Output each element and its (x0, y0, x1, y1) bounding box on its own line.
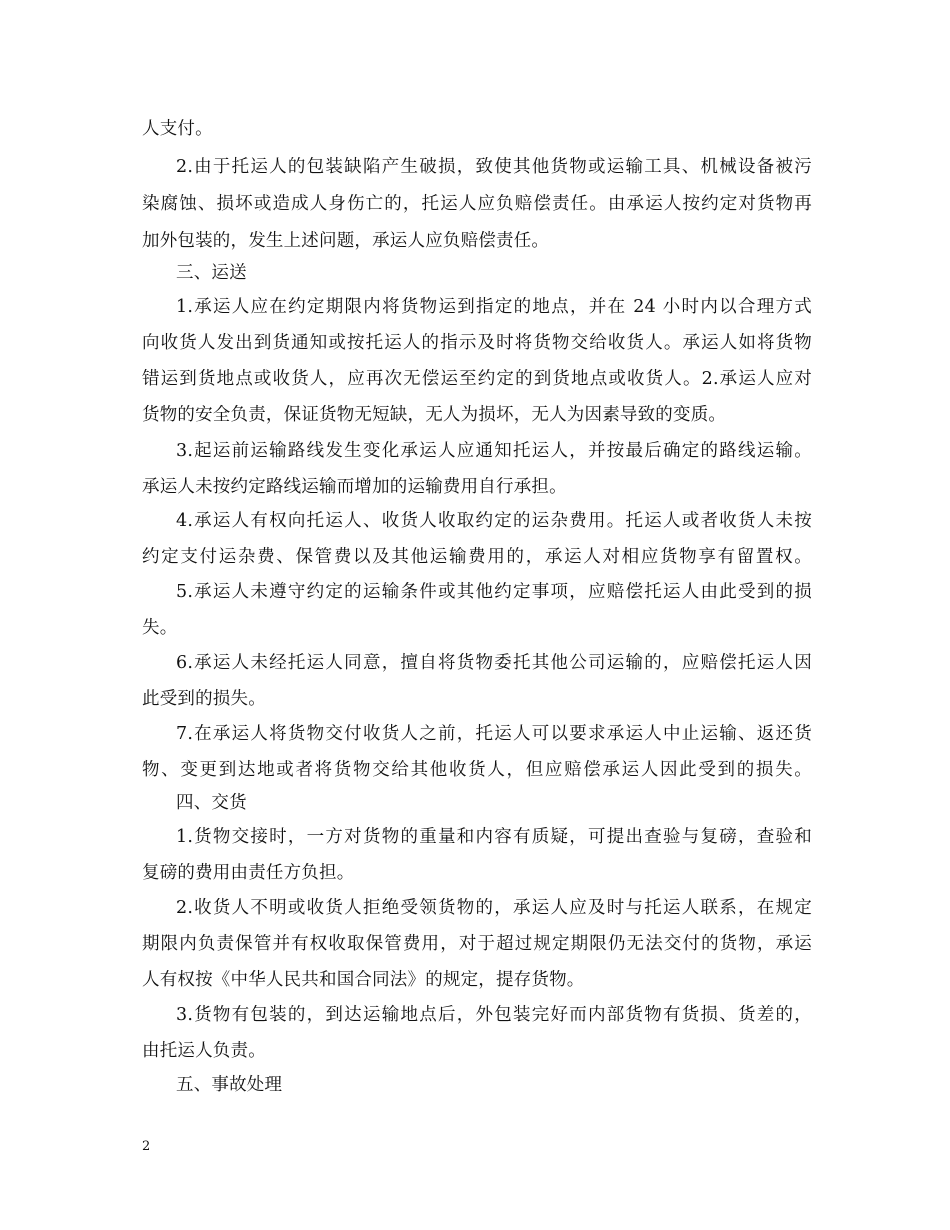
section-heading: 四、交货 (176, 793, 247, 813)
text-line: 期限内负责保管并有权收取保管费用，对于超过规定期限仍无法交付的货物，承运 (142, 934, 812, 954)
text-line: 由托运人负责。 (142, 1041, 266, 1061)
text-line: 7.在承运人将货物交付收货人之前，托运人可以要求承运人中止运输、返还货 (176, 724, 812, 744)
text-line: 3.货物有包装的，到达运输地点后，外包装完好而内部货物有货损、货差的， (176, 1005, 812, 1025)
text-line: 人支付。 (142, 119, 213, 139)
text-line: 1.货物交接时，一方对货物的重量和内容有质疑，可提出查验与复磅，查验和 (176, 827, 812, 847)
text-line: 6.承运人未经托运人同意，擅自将货物委托其他公司运输的，应赔偿托运人因 (176, 653, 812, 673)
text-line: 约定支付运杂费、保管费以及其他运输费用的，承运人对相应货物享有留置权。 (142, 547, 812, 567)
text-line: 2.收货人不明或收货人拒绝受领货物的，承运人应及时与托运人联系，在规定 (176, 898, 812, 918)
text-line: 此受到的损失。 (142, 689, 266, 709)
text-line: 货物的安全负责，保证货物无短缺，无人为损坏，无人为因素导致的变质。 (142, 405, 727, 425)
text-line: 物、变更到达地或者将货物交给其他收货人，但应赔偿承运人因此受到的损失。 (142, 760, 812, 780)
text-line: 错运到货地点或收货人，应再次无偿运至约定的到货地点或收货人。2.承运人应对 (142, 369, 812, 389)
text-line: 2.由于托运人的包装缺陷产生破损，致使其他货物或运输工具、机械设备被污 (176, 157, 812, 177)
text-line: 1.承运人应在约定期限内将货物运到指定的地点，并在 24 小时内以合理方式 (176, 297, 812, 317)
page-number: 2 (142, 1139, 151, 1154)
text-line: 加外包装的，发生上述问题，承运人应负赔偿责任。 (142, 231, 550, 251)
text-line: 复磅的费用由责任方负担。 (142, 863, 355, 883)
text-line: 失。 (142, 618, 178, 638)
text-line: 染腐蚀、损坏或造成人身伤亡的，托运人应负赔偿责任。由承运人按约定对货物再 (142, 194, 812, 214)
text-line: 4.承运人有权向托运人、收货人收取约定的运杂费用。托运人或者收货人未按 (176, 511, 812, 531)
section-heading: 五、事故处理 (176, 1075, 283, 1095)
text-line: 承运人未按约定路线运输而增加的运输费用自行承担。 (142, 477, 567, 497)
text-line: 向收货人发出到货通知或按托运人的指示及时将货物交给收货人。承运人如将货物 (142, 333, 812, 353)
text-line: 人有权按《中华人民共和国合同法》的规定，提存货物。 (142, 970, 585, 990)
text-line: 5.承运人未遵守约定的运输条件或其他约定事项，应赔偿托运人由此受到的损 (176, 582, 812, 602)
section-heading: 三、运送 (176, 263, 247, 283)
text-line: 3.起运前运输路线发生变化承运人应通知托运人，并按最后确定的路线运输。 (176, 441, 812, 461)
